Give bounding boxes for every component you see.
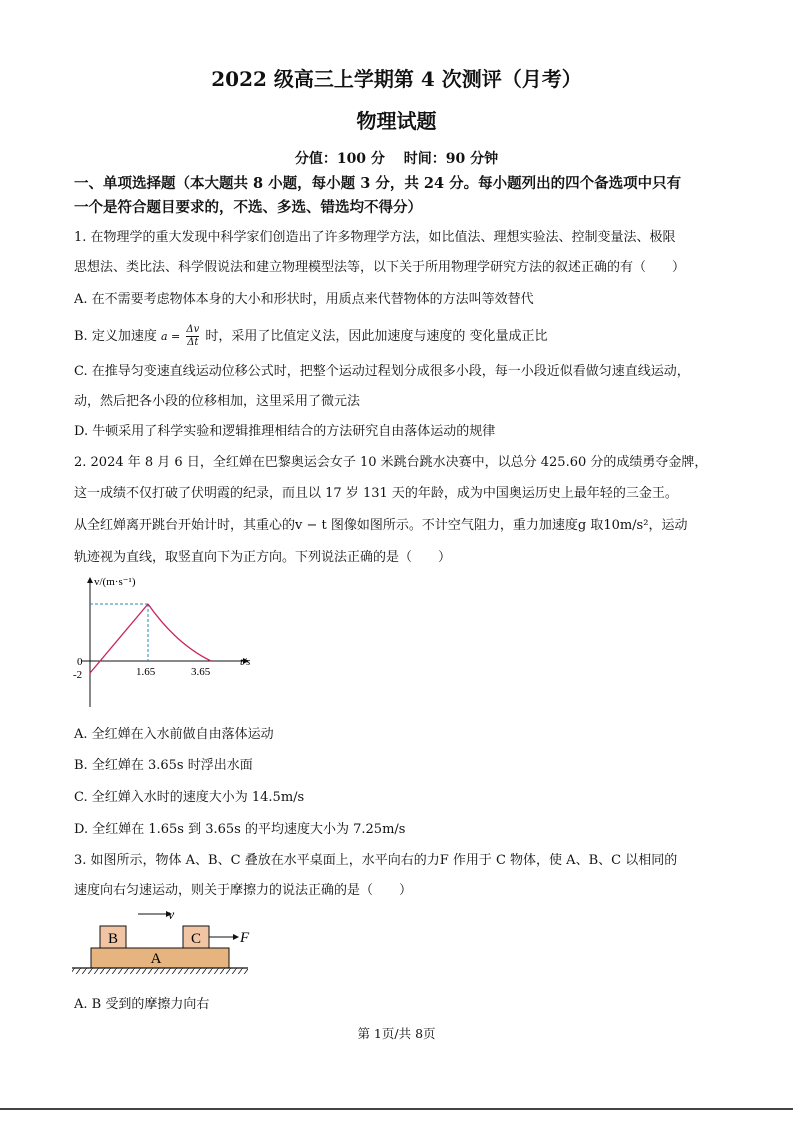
- section-heading-line2: 一个是符合题目要求的，不选、多选、错选均不得分）: [74, 199, 422, 216]
- graph-neg-tick: -2: [73, 669, 83, 681]
- q1-option-b-numerator: Δv: [186, 324, 200, 335]
- velocity-label: v: [168, 908, 175, 923]
- vt-graph: [68, 572, 268, 712]
- q2-stem-line3: 从全红婵离开跳台开始计时，其重心的v − t 图像如图所示。不计空气阻力，重力加速度g 取10m/s²，运动: [74, 518, 688, 533]
- q1-option-b-suffix: 时，采用了比值定义法，因此加速度与速度的 变化量成正比: [205, 329, 548, 344]
- q2-option-d: D. 全红婵在 1.65s 到 3.65s 的平均速度大小为 7.25m/s: [74, 822, 406, 837]
- q3-option-a: A. B 受到的摩擦力向右: [74, 997, 210, 1012]
- block-b-label: B: [107, 931, 119, 947]
- graph-curve-segment: [148, 604, 211, 661]
- q2-option-b: B. 全红婵在 3.65s 时浮出水面: [74, 758, 253, 773]
- subject-title: 物理试题: [356, 109, 437, 133]
- block-c-label: C: [190, 931, 202, 947]
- graph-tick-2: 3.65: [191, 666, 211, 678]
- graph-tick-1: 1.65: [136, 666, 156, 678]
- q2-stem-line2: 这一成绩不仅打破了伏明霞的纪录，而且以 17 岁 131 天的年龄，成为中国奥运历史上最年轻的三金王。: [74, 486, 678, 501]
- q2-stem-line4: 轨迹视为直线，取竖直向下为正方向。下列说法正确的是（ ）: [74, 550, 452, 565]
- exam-title: 2022 级高三上学期第 4 次测评（月考）: [211, 67, 582, 91]
- graph-x-label: t/s: [240, 656, 251, 668]
- q1-option-a: A. 在不需要考虑物体本身的大小和形状时，用质点来代替物体的方法叫等效替代: [74, 292, 534, 307]
- plank-a-label: A: [150, 951, 162, 967]
- q2-stem-line1: 2. 2024 年 8 月 6 日，全红婵在巴黎奥运会女子 10 米跳台跳水决赛中，以总分 425.60 分的成绩勇夺金牌，: [74, 455, 708, 470]
- graph-line-segment: [90, 604, 148, 673]
- section-heading-line1: 一、单项选择题（本大题共 8 小题，每小题 3 分，共 24 分。每小题列出的四个备选项中只有: [74, 175, 682, 192]
- q1-option-b-prefix: B. 定义加速度: [74, 329, 157, 344]
- q1-option-d: D. 牛顿采用了科学实验和逻辑推理相结合的方法研究自由落体运动的规律: [74, 424, 496, 439]
- table-hatching: [72, 968, 248, 974]
- q3-stem-line1: 3. 如图所示，物体 A、B、C 叠放在水平桌面上，水平向右的力F 作用于 C 物体，使 A、B、C 以相同的: [74, 853, 678, 868]
- blocks-figure: [68, 905, 268, 977]
- force-label: F: [240, 930, 250, 946]
- q1-option-b-fraction: [186, 324, 199, 349]
- q1-option-b-formula-lhs: a =: [160, 330, 181, 343]
- graph-y-label: v/(m·s⁻¹): [94, 576, 136, 588]
- q2-option-a: A. 全红婵在入水前做自由落体运动: [74, 727, 274, 742]
- q1-option-c-line1: C. 在推导匀变速直线运动位移公式时，把整个运动过程划分成很多小段，每一小段近似看做匀速直线运动，: [74, 364, 690, 379]
- q1-option-c-line2: 动，然后把各小段的位移相加，这里采用了微元法: [74, 394, 361, 409]
- q1-stem-line1: 1. 在物理学的重大发现中科学家们创造出了许多物理学方法，如比值法、理想实验法、控制变量法、极限: [74, 230, 676, 245]
- page-footer: 第 1页/共 8页: [357, 1026, 436, 1041]
- bottom-divider: [0, 1108, 793, 1110]
- q1-option-b-denominator: Δt: [187, 337, 199, 348]
- q1-stem-line2: 思想法、类比法、科学假说法和建立物理模型法等，以下关于所用物理学研究方法的叙述正确的有（ ）: [74, 260, 686, 275]
- exam-meta: 分值：100 分 时间：90 分钟: [294, 151, 499, 167]
- graph-origin-label: 0: [77, 656, 83, 668]
- q1-option-b: [74, 324, 548, 349]
- q2-option-c: C. 全红婵入水时的速度大小为 14.5m/s: [74, 790, 305, 805]
- q3-stem-line2: 速度向右匀速运动，则关于摩擦力的说法正确的是（ ）: [74, 883, 413, 898]
